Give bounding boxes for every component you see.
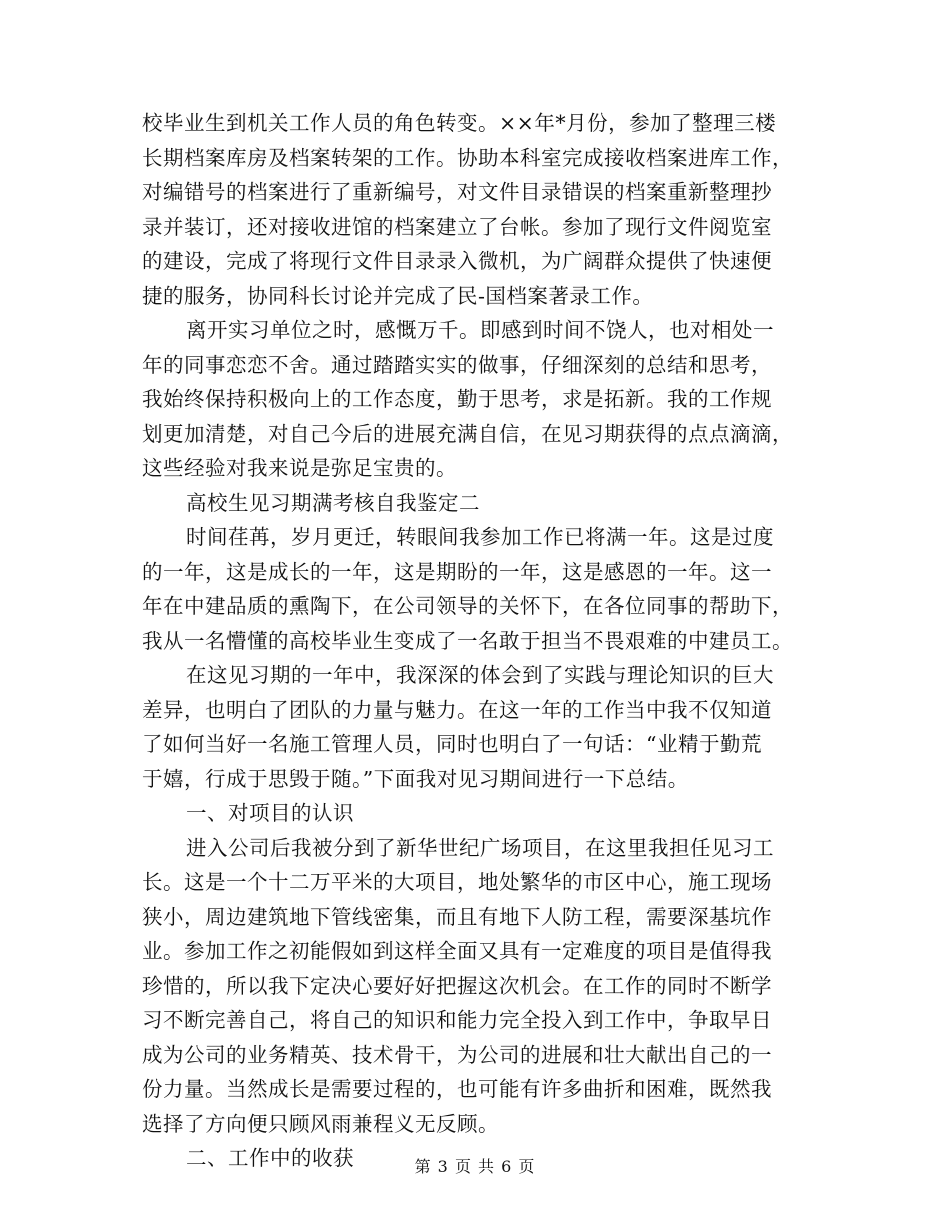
paragraph [142, 658, 802, 796]
text-line: 业。参加工作之初能假如到这样全面又具有一定难度的项目是值得我 [142, 939, 772, 963]
text-line: 份力量。当然成长是需要过程的，也可能有许多曲折和困难，既然我 [142, 1077, 772, 1101]
text-line: 这些经验对我来说是弥足宝贵的。 [142, 456, 457, 480]
text-line: 了如何当好一名施工管理人员，同时也明白了一句话：“业精于勤荒 [142, 732, 762, 756]
text-line: 的建设，完成了将现行文件目录录入微机，为广阔群众提供了快速便 [142, 249, 772, 273]
text-line: 录并装订，还对接收进馆的档案建立了台帐。参加了现行文件阅览室 [142, 214, 772, 239]
text-line: 对编错号的档案进行了重新编号，对文件目录错误的档案重新整理抄 [142, 180, 772, 204]
paragraph [142, 796, 802, 831]
text-line: 校毕业生到机关工作人员的角色转变。××年*月份，参加了整理三楼 [142, 111, 777, 135]
paragraph [142, 106, 802, 313]
text-line: 进入公司后我被分到了新华世纪广场项目，在这里我担任见习工 [186, 835, 774, 860]
text-line: 于嬉，行成于思毁于随。”下面我对见习期间进行一下总结。 [142, 766, 689, 791]
text-line: 一、对项目的认识 [186, 801, 354, 825]
text-line: 时间荏苒，岁月更迁，转眼间我参加工作已将满一年。这是过度 [186, 525, 774, 549]
text-line: 的一年，这是成长的一年，这是期盼的一年，这是感恩的一年。这一 [142, 559, 772, 584]
text-line: 高校生见习期满考核自我鉴定二 [186, 490, 480, 515]
paragraph [142, 313, 802, 486]
text-line: 在这见习期的一年中，我深深的体会到了实践与理论知识的巨大 [186, 663, 774, 687]
paragraph [142, 520, 802, 658]
text-line: 珍惜的，所以我下定决心要好好把握这次机会。在工作的同时不断学 [142, 973, 772, 998]
text-line: 捷的服务，协同科长讨论并完成了民-国档案著录工作。 [142, 283, 654, 308]
text-line: 离开实习单位之时，感慨万千。即感到时间不饶人，也对相处一 [186, 318, 774, 342]
text-line: 差异，也明白了团队的力量与魅力。在这一年的工作当中我不仅知道 [142, 697, 772, 722]
text-line: 习不断完善自己，将自己的知识和能力完全投入到工作中，争取早日 [142, 1008, 772, 1032]
text-line: 狭小，周边建筑地下管线密集，而且有地下人防工程，需要深基坑作 [142, 904, 772, 929]
text-line: 二、工作中的收获 [186, 1146, 354, 1170]
document-body [142, 106, 802, 1176]
text-line: 年在中建品质的熏陶下，在公司领导的关怀下，在各位同事的帮助下， [142, 594, 793, 618]
text-line: 我从一名懵懂的高校毕业生变成了一名敢于担当不畏艰难的中建员工。 [142, 628, 793, 653]
text-line: 年的同事恋恋不舍。通过踏踏实实的做事，仔细深刻的总结和思考， [142, 352, 772, 377]
text-line: 长。这是一个十二万平米的大项目，地处繁华的市区中心，施工现场 [142, 870, 772, 894]
text-line: 我始终保持积极向上的工作态度，勤于思考，求是拓新。我的工作规 [142, 387, 772, 411]
page-footer: 第 3 页 共 6 页 [414, 1157, 536, 1176]
text-line: 划更加清楚，对自己今后的进展充满自信，在见习期获得的点点滴滴， [142, 421, 793, 446]
paragraph [142, 831, 802, 1142]
text-line: 长期档案库房及档案转架的工作。协助本科室完成接收档案进库工作， [142, 145, 793, 170]
text-line: 成为公司的业务精英、技术骨干，为公司的进展和壮大献出自己的一 [142, 1042, 772, 1067]
text-line: 选择了方向便只顾风雨兼程义无反顾。 [142, 1111, 499, 1136]
paragraph [142, 486, 802, 521]
